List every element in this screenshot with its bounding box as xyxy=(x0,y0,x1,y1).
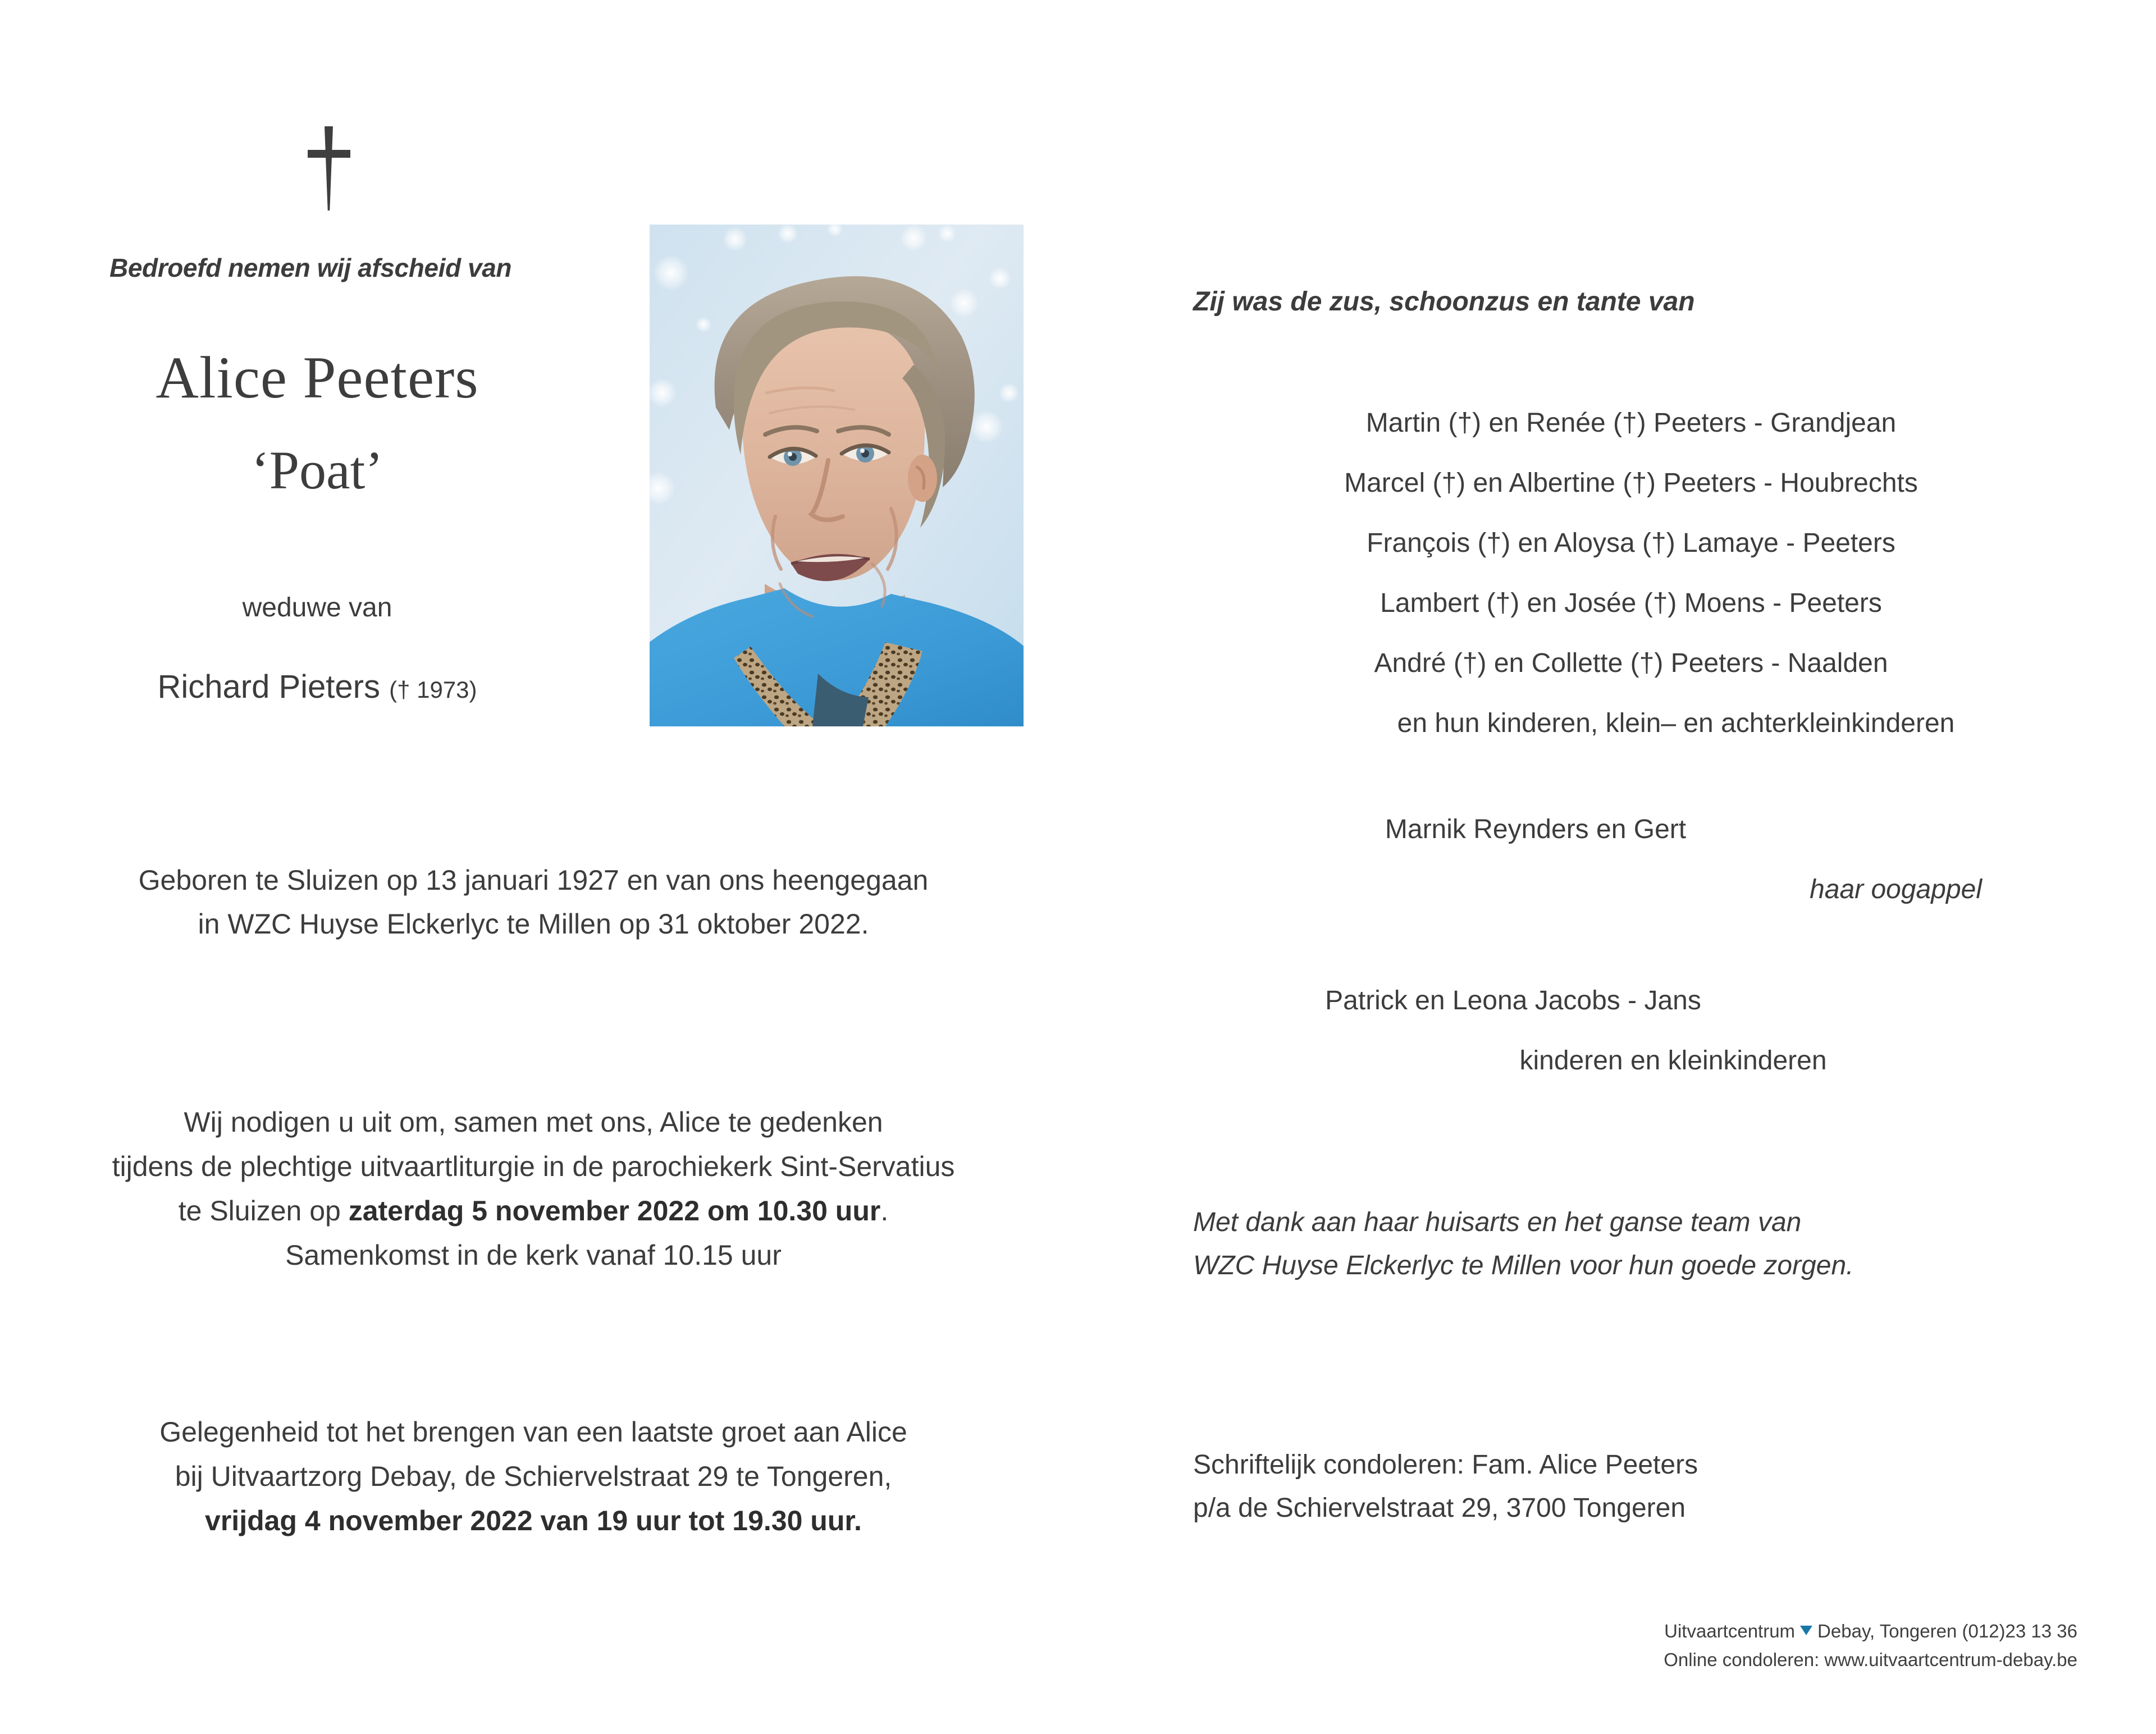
footer xyxy=(1202,1617,2077,1674)
condolence-line-2: p/a de Schiervelstraat 29, 3700 Tongeren xyxy=(1193,1493,1686,1523)
visitation-datetime: vrijdag 4 november 2022 van 19 uur tot 19.30 uur. xyxy=(205,1505,862,1536)
widow-label: weduwe van xyxy=(242,593,392,623)
list-item: Martin (†) en Renée (†) Peeters - Grandjean xyxy=(1365,408,1897,438)
service-line-2: tijdens de plechtige uitvaartliturgie in de parochiekerk Sint-Servatius xyxy=(112,1151,955,1182)
condolence-block xyxy=(1193,1444,2091,1530)
spouse-death-year: († 1973) xyxy=(389,676,477,703)
condolence-line-1: Schriftelijk condoleren: Fam. Alice Peeters xyxy=(1193,1450,1698,1480)
thanks-line-1: Met dank aan haar huisarts en het ganse team van xyxy=(1193,1207,1802,1237)
service-line-4: Samenkomst in de kerk vanaf 10.15 uur xyxy=(285,1239,782,1271)
relatives-group-two-role: haar oogappel xyxy=(1810,875,1982,904)
service-datetime: zaterdag 5 november 2022 om 10.30 uur xyxy=(348,1195,881,1227)
relatives-heading: Zij was de zus, schoonzus en tante van xyxy=(1193,287,1695,317)
visitation-block xyxy=(67,1410,999,1543)
thanks-line-2: WZC Huyse Elckerlyc te Millen voor hun goede zorgen. xyxy=(1193,1250,1854,1280)
footer-company-post: Debay, Tongeren (012)23 13 36 xyxy=(1817,1621,2077,1641)
deceased-nickname: ‘Poat’ xyxy=(251,440,383,500)
latin-cross-icon xyxy=(303,126,354,211)
relatives-list xyxy=(1193,393,2069,753)
list-item: Marnik Reynders en Gert xyxy=(1385,815,1687,844)
visitation-line-2: bij Uitvaartzorg Debay, de Schiervelstraat 29 te Tongeren, xyxy=(175,1461,892,1492)
blue-triangle-logo-icon xyxy=(1800,1626,1812,1635)
list-item: Marcel (†) en Albertine (†) Peeters - Houbrechts xyxy=(1344,468,1918,498)
service-block xyxy=(51,1100,1016,1278)
footer-company-line xyxy=(1202,1617,2077,1645)
list-item: Lambert (†) en Josée (†) Moens - Peeters xyxy=(1380,588,1882,618)
footer-website-line[interactable]: Online condoleren: www.uitvaartcentrum-debay.be xyxy=(1664,1649,2077,1671)
thanks-block xyxy=(1193,1201,2091,1288)
lead-line: Bedroefd nemen wij afscheid van xyxy=(109,253,512,282)
death-line: in WZC Huyse Elckerlyc te Millen op 31 oktober 2022. xyxy=(198,908,869,940)
spouse-line xyxy=(0,668,634,706)
visitation-line-3 xyxy=(67,1499,999,1543)
list-item: François (†) en Aloysa (†) Lamaye - Peeters xyxy=(1367,528,1895,558)
portrait-photo xyxy=(650,225,1024,726)
birth-death-block xyxy=(67,859,999,946)
footer-company-pre: Uitvaartcentrum xyxy=(1664,1621,1796,1641)
service-line-3 xyxy=(51,1189,1016,1233)
relatives-descendants: en hun kinderen, klein– en achterkleinkinderen xyxy=(1397,708,1955,738)
list-item: Patrick en Leona Jacobs - Jans xyxy=(1325,986,1701,1015)
relatives-group-three-role: kinderen en kleinkinderen xyxy=(1519,1046,1827,1076)
spouse-name: Richard Pieters xyxy=(157,669,380,705)
list-item: André (†) en Collette (†) Peeters - Naalden xyxy=(1374,648,1888,678)
service-line-1: Wij nodigen u uit om, samen met ons, Alice te gedenken xyxy=(184,1106,883,1138)
service-suffix: . xyxy=(880,1195,889,1227)
visitation-line-1: Gelegenheid tot het brengen van een laatste groet aan Alice xyxy=(159,1416,907,1448)
birth-line: Geboren te Sluizen op 13 januari 1927 en van ons heengegaan xyxy=(138,864,929,896)
relatives-group-three xyxy=(1193,985,2069,1076)
relatives-group-two xyxy=(1193,814,2069,905)
deceased-name: Alice Peeters xyxy=(156,345,479,410)
service-prefix: te Sluizen op xyxy=(178,1195,349,1227)
